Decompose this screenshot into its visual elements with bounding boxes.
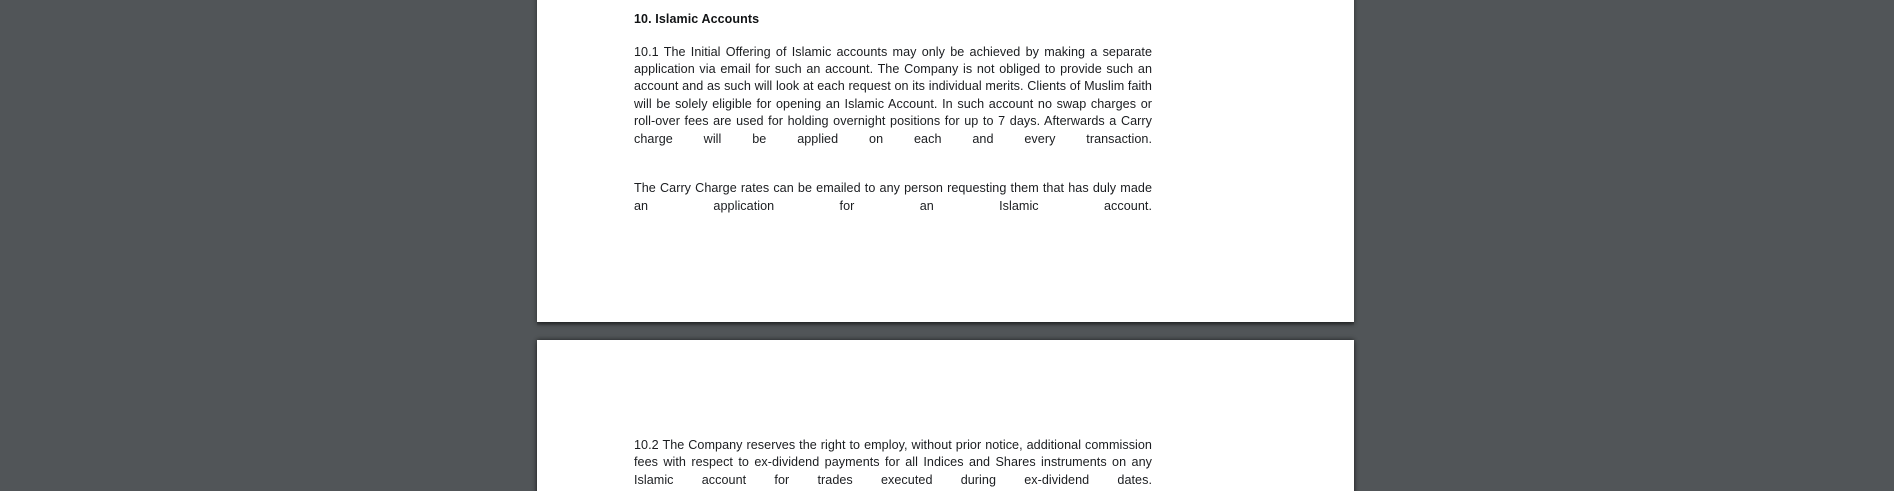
page-break-shadow xyxy=(537,322,1354,326)
paragraph-10-2: 10.2 The Company reserves the right to employ, without prior notice, additional commission fees with respect to ex-dividend payments for all Indices and Shares instruments on any Islamic account for trades executed during ex-dividend dates. xyxy=(634,438,1152,487)
paragraph-carry-charge-rates: The Carry Charge rates can be emailed to any person requesting them that has duly made an application for an Islamic account. xyxy=(634,181,1152,213)
document-page-2 xyxy=(537,340,1354,491)
paragraph-10-1: 10.1 The Initial Offering of Islamic accounts may only be achieved by making a separate application via email for such an account. The Company is not obliged to provide such an account and as such will look at each request on its individual merits. Clients of Muslim faith will be solely eligible for opening an Islamic Account. In such account no swap charges or roll-over fees are used for holding overnight positions for up to 7 days. Afterwards a Carry charge will be applied on each and every transaction. xyxy=(634,44,1152,146)
section-heading: 10. Islamic Accounts xyxy=(634,12,760,26)
page-2-text-column xyxy=(634,437,1152,491)
page-1-text-column xyxy=(634,11,1152,233)
document-page-1 xyxy=(537,0,1354,322)
